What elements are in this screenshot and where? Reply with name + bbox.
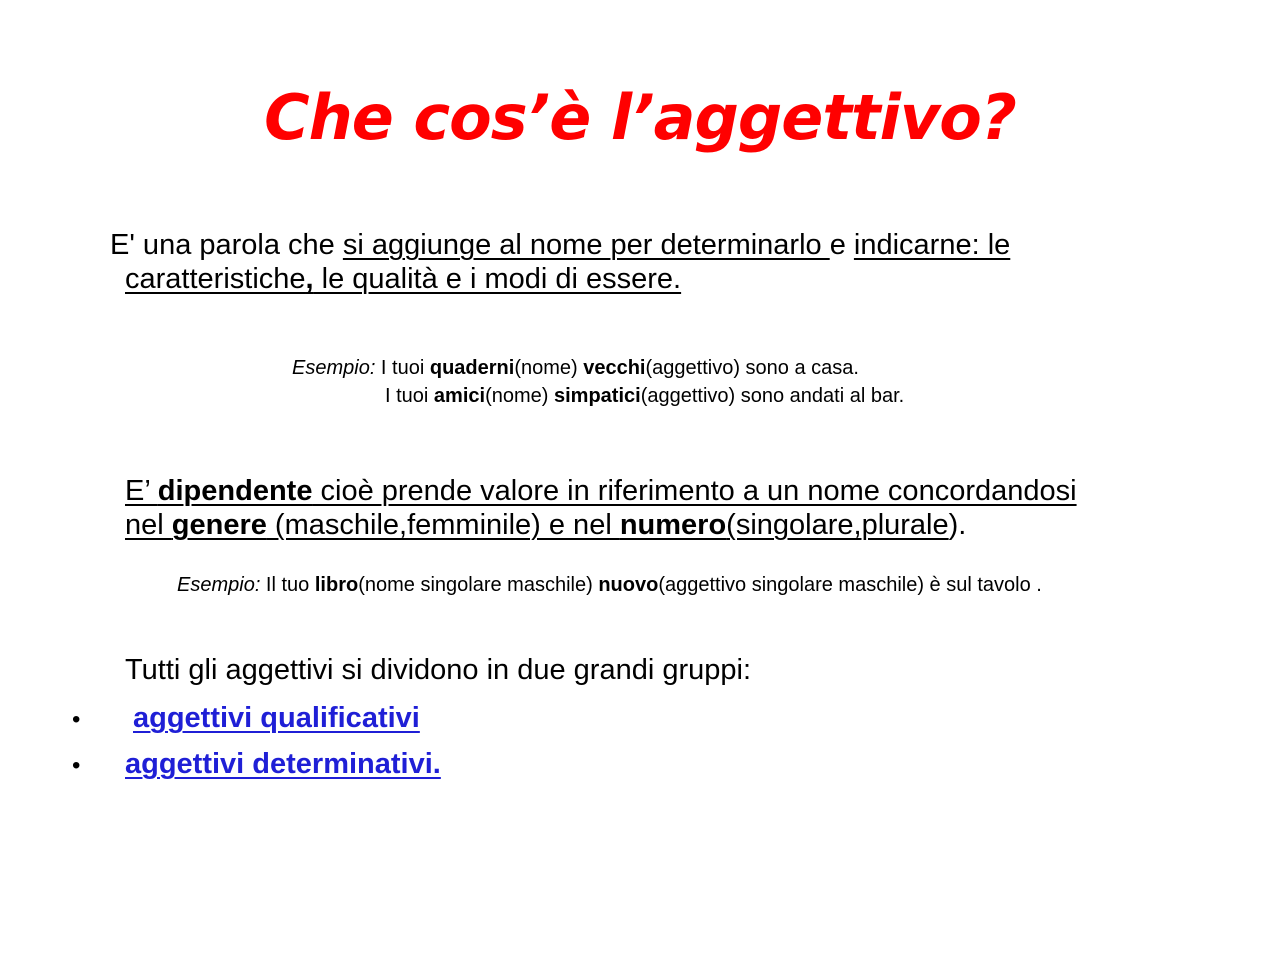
dependency-paragraph: [125, 474, 1225, 542]
definition-paragraph: [110, 228, 1190, 296]
definition-mid: e: [829, 229, 854, 261]
definition-underline-4: le qualità e i modi di essere.: [313, 263, 682, 295]
example-1b-text-c: (aggettivo) sono andati al bar.: [640, 385, 905, 407]
dependency-end: ).: [948, 509, 967, 541]
example-1-adjective: vecchi: [583, 357, 646, 379]
example-2-text-a: Il tuo: [260, 574, 315, 596]
definition-lead: E' una parola che: [110, 229, 343, 261]
example-2-text-b: (nome singolare maschile): [358, 574, 599, 596]
example-1b-noun: amici: [433, 385, 486, 407]
example-2-label: Esempio:: [177, 574, 261, 596]
definition-underline-2: indicarne: le: [853, 229, 1011, 261]
example-1b-text-a: I tuoi: [385, 385, 434, 407]
example-1-text-c: (aggettivo) sono a casa.: [645, 357, 859, 379]
dependency-bold-2: genere: [171, 509, 267, 541]
list-item: [72, 696, 441, 742]
example-1-text-a: I tuoi: [375, 357, 430, 379]
example-1-text-b: (nome): [514, 357, 584, 379]
dependency-lead: E’: [125, 475, 158, 507]
dependency-bold-1: dipendente: [157, 475, 313, 507]
definition-underline-3: caratteristiche: [125, 263, 306, 295]
dependency-underline-1: cioè prende valore in riferimento a un nome concordandosi: [312, 475, 1077, 507]
definition-underline-1: si aggiunge al nome per determinarlo: [342, 229, 830, 261]
definition-comma: ,: [305, 263, 314, 295]
dependency-underline-4: (singolare,plurale: [726, 509, 949, 541]
bullet-icon: •: [72, 706, 81, 733]
dependency-underline-2: nel: [125, 509, 172, 541]
example-2-text-c: (aggettivo singolare maschile) è sul tavolo .: [658, 574, 1042, 596]
example-1b-adjective: simpatici: [553, 385, 641, 407]
groups-intro: Tutti gli aggettivi si dividono in due grandi gruppi:: [125, 654, 752, 686]
example-1-noun: quaderni: [429, 357, 515, 379]
groups-list: [72, 696, 441, 788]
slide-title: Che cos’è l’aggettivo?: [264, 81, 1016, 154]
example-2: [177, 571, 1042, 599]
example-1-line-2: [292, 382, 904, 410]
example-1-label: Esempio:: [292, 357, 376, 379]
example-1b-text-b: (nome): [485, 385, 554, 407]
link-aggettivi-determinativi[interactable]: aggettivi determinativi.: [125, 748, 441, 780]
bullet-icon: •: [72, 752, 81, 779]
dependency-bold-3: numero: [619, 509, 727, 541]
example-1: [292, 354, 904, 410]
dependency-underline-3: (maschile,femminile) e nel: [266, 509, 620, 541]
example-2-noun: libro: [314, 574, 359, 596]
example-2-adjective: nuovo: [598, 574, 659, 596]
link-aggettivi-qualificativi[interactable]: aggettivi qualificativi: [133, 702, 420, 734]
list-item: [72, 742, 441, 788]
